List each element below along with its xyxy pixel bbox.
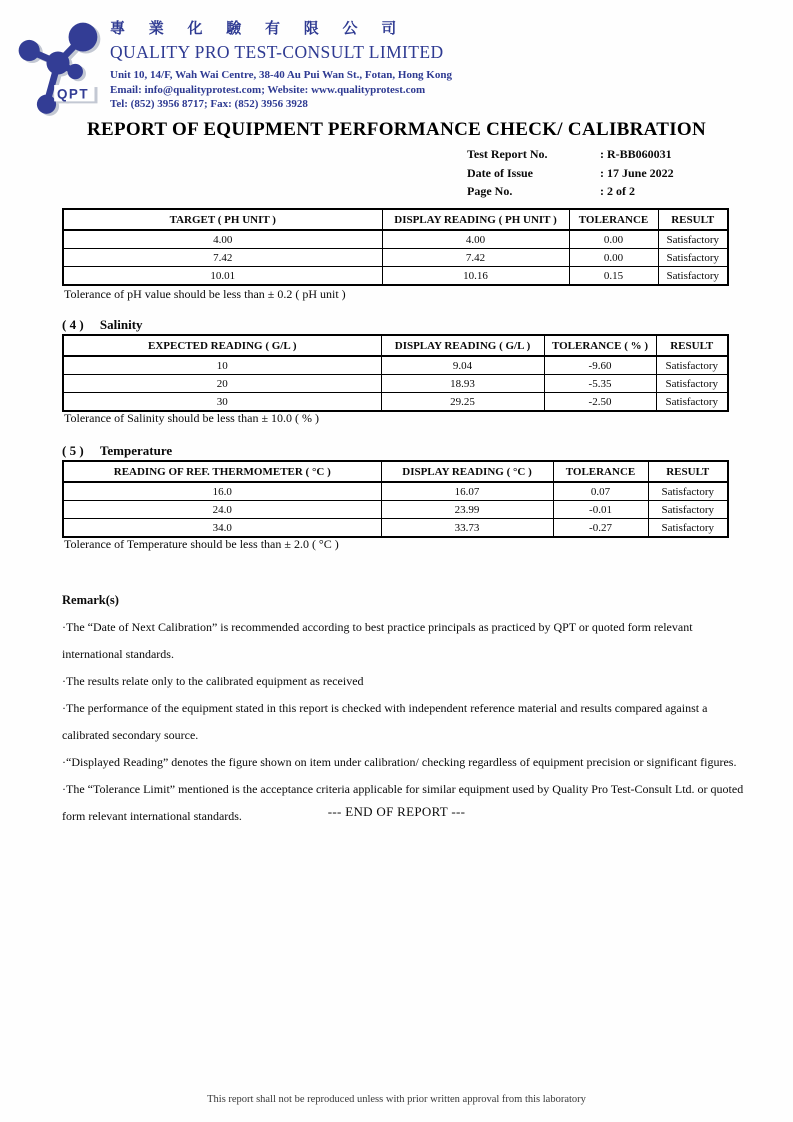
section-name: Salinity bbox=[99, 317, 143, 332]
table-row bbox=[63, 501, 728, 519]
table-cell: 34.0 bbox=[63, 519, 381, 538]
column-header: RESULT bbox=[656, 335, 728, 356]
table-cell: -5.35 bbox=[544, 375, 656, 393]
company-name-english: QUALITY PRO TEST-CONSULT LIMITED bbox=[110, 42, 444, 62]
table-cell: Satisfactory bbox=[656, 356, 728, 375]
meta-label: Test Report No. bbox=[467, 147, 548, 161]
remark-item: ·“Displayed Reading” denotes the figure shown on item under calibration/ checking regardless of equipment precision or significant figures. bbox=[62, 755, 737, 769]
column-header: TOLERANCE bbox=[569, 209, 658, 230]
table-cell: 10.01 bbox=[63, 267, 382, 286]
table-cell: -9.60 bbox=[544, 356, 656, 375]
meta-value: : 17 June 2022 bbox=[600, 165, 674, 180]
section-name: Temperature bbox=[99, 443, 173, 458]
table-row bbox=[63, 356, 728, 375]
meta-row-test-report-no bbox=[467, 147, 674, 166]
table-cell: -0.01 bbox=[553, 501, 648, 519]
column-header: TARGET ( PH UNIT ) bbox=[63, 209, 382, 230]
company-tel-fax: Tel: (852) 3956 8717; Fax: (852) 3956 3928 bbox=[110, 98, 308, 110]
company-contact-block bbox=[110, 68, 452, 112]
ph-calibration-table bbox=[62, 208, 729, 286]
company-address: Unit 10, 14/F, Wah Wai Centre, 38-40 Au Pui Wan St., Fotan, Hong Kong bbox=[110, 69, 452, 81]
section-number: ( 4 ) bbox=[62, 317, 84, 332]
remark-item: ·The results relate only to the calibrated equipment as received bbox=[62, 674, 364, 688]
table-cell: 30 bbox=[63, 393, 381, 412]
table-cell: 0.00 bbox=[569, 249, 658, 267]
molecule-logo-icon bbox=[10, 8, 106, 116]
table-row bbox=[63, 393, 728, 412]
company-email-web: Email: info@qualityprotest.com; Website: www.qualityprotest.com bbox=[110, 83, 426, 96]
table-cell: 20 bbox=[63, 375, 381, 393]
table-cell: 23.99 bbox=[381, 501, 553, 519]
section-heading-temperature bbox=[62, 443, 172, 459]
column-header: EXPECTED READING ( G/L ) bbox=[63, 335, 381, 356]
remark-item: ·The “Tolerance Limit” mentioned is the acceptance criteria applicable for similar equipment used by Quality Pro Test-Consult Ltd. or quoted form relevant international standards. bbox=[62, 782, 744, 823]
report-meta bbox=[467, 147, 674, 203]
temperature-tolerance-note: Tolerance of Temperature should be less than ± 2.0 ( °C ) bbox=[64, 537, 339, 551]
table-header-row bbox=[63, 209, 728, 230]
table-cell: 16.07 bbox=[381, 482, 553, 501]
column-header: RESULT bbox=[658, 209, 728, 230]
meta-value: : 2 of 2 bbox=[600, 184, 635, 198]
column-header: DISPLAY READING ( PH UNIT ) bbox=[382, 209, 569, 230]
table-cell: 33.73 bbox=[381, 519, 553, 538]
logo-text: QPT bbox=[57, 86, 89, 102]
table-cell: 10.16 bbox=[382, 267, 569, 286]
table-cell: 0.00 bbox=[569, 230, 658, 249]
meta-row-date-of-issue bbox=[467, 166, 674, 185]
column-header: READING OF REF. THERMOMETER ( °C ) bbox=[63, 461, 381, 482]
table-cell: -2.50 bbox=[544, 393, 656, 412]
section-heading-salinity bbox=[62, 317, 143, 333]
section-number: ( 5 ) bbox=[62, 443, 84, 458]
table-cell: 9.04 bbox=[381, 356, 544, 375]
table-header-row bbox=[63, 461, 728, 482]
table-cell: Satisfactory bbox=[648, 519, 728, 538]
footer-disclaimer: This report shall not be reproduced unless with prior written approval from this laboratory bbox=[207, 1094, 586, 1105]
company-logo bbox=[10, 8, 106, 116]
meta-label: Page No. bbox=[467, 184, 513, 198]
column-header: TOLERANCE ( % ) bbox=[544, 335, 656, 356]
table-cell: 0.15 bbox=[569, 267, 658, 286]
table-cell: Satisfactory bbox=[656, 375, 728, 393]
table-cell: -0.27 bbox=[553, 519, 648, 538]
table-cell: Satisfactory bbox=[648, 501, 728, 519]
remarks-heading: Remark(s) bbox=[62, 593, 119, 607]
ph-tolerance-note: Tolerance of pH value should be less than ± 0.2 ( pH unit ) bbox=[64, 287, 346, 301]
end-of-report-text: --- END OF REPORT --- bbox=[327, 804, 466, 819]
meta-row-page-no bbox=[467, 184, 674, 203]
remark-item: ·The performance of the equipment stated in this report is checked with independent reference material and results compared against a calibrated secondary source. bbox=[62, 701, 708, 742]
temperature-calibration-table bbox=[62, 460, 729, 538]
table-cell: 16.0 bbox=[63, 482, 381, 501]
column-header: RESULT bbox=[648, 461, 728, 482]
table-cell: 0.07 bbox=[553, 482, 648, 501]
column-header: TOLERANCE bbox=[553, 461, 648, 482]
table-cell: 10 bbox=[63, 356, 381, 375]
remark-item: ·The “Date of Next Calibration” is recommended according to best practice principals as practiced by QPT or quoted form relevant international standards. bbox=[62, 620, 693, 661]
table-cell: Satisfactory bbox=[648, 482, 728, 501]
table-row bbox=[63, 482, 728, 501]
table-cell: Satisfactory bbox=[658, 249, 728, 267]
company-name-chinese: 專 業 化 驗 有 限 公 司 bbox=[110, 21, 407, 37]
report-title: REPORT OF EQUIPMENT PERFORMANCE CHECK/ CALIBRATION bbox=[86, 119, 707, 140]
table-row bbox=[63, 249, 728, 267]
meta-label: Date of Issue bbox=[467, 165, 533, 180]
table-cell: 29.25 bbox=[381, 393, 544, 412]
table-row bbox=[63, 267, 728, 286]
table-cell: 4.00 bbox=[63, 230, 382, 249]
table-row bbox=[63, 519, 728, 538]
table-cell: Satisfactory bbox=[658, 230, 728, 249]
remarks-section bbox=[62, 593, 746, 830]
salinity-calibration-table bbox=[62, 334, 729, 412]
table-row bbox=[63, 375, 728, 393]
table-header-row bbox=[63, 335, 728, 356]
column-header: DISPLAY READING ( G/L ) bbox=[381, 335, 544, 356]
meta-value: : R-BB060031 bbox=[600, 147, 672, 161]
table-cell: 7.42 bbox=[63, 249, 382, 267]
salinity-tolerance-note: Tolerance of Salinity should be less than ± 10.0 ( % ) bbox=[64, 411, 320, 425]
table-cell: Satisfactory bbox=[656, 393, 728, 412]
table-cell: 4.00 bbox=[382, 230, 569, 249]
table-cell: 18.93 bbox=[381, 375, 544, 393]
table-cell: Satisfactory bbox=[658, 267, 728, 286]
company-header bbox=[110, 17, 452, 112]
table-row bbox=[63, 230, 728, 249]
table-cell: 7.42 bbox=[382, 249, 569, 267]
table-cell: 24.0 bbox=[63, 501, 381, 519]
column-header: DISPLAY READING ( °C ) bbox=[381, 461, 553, 482]
